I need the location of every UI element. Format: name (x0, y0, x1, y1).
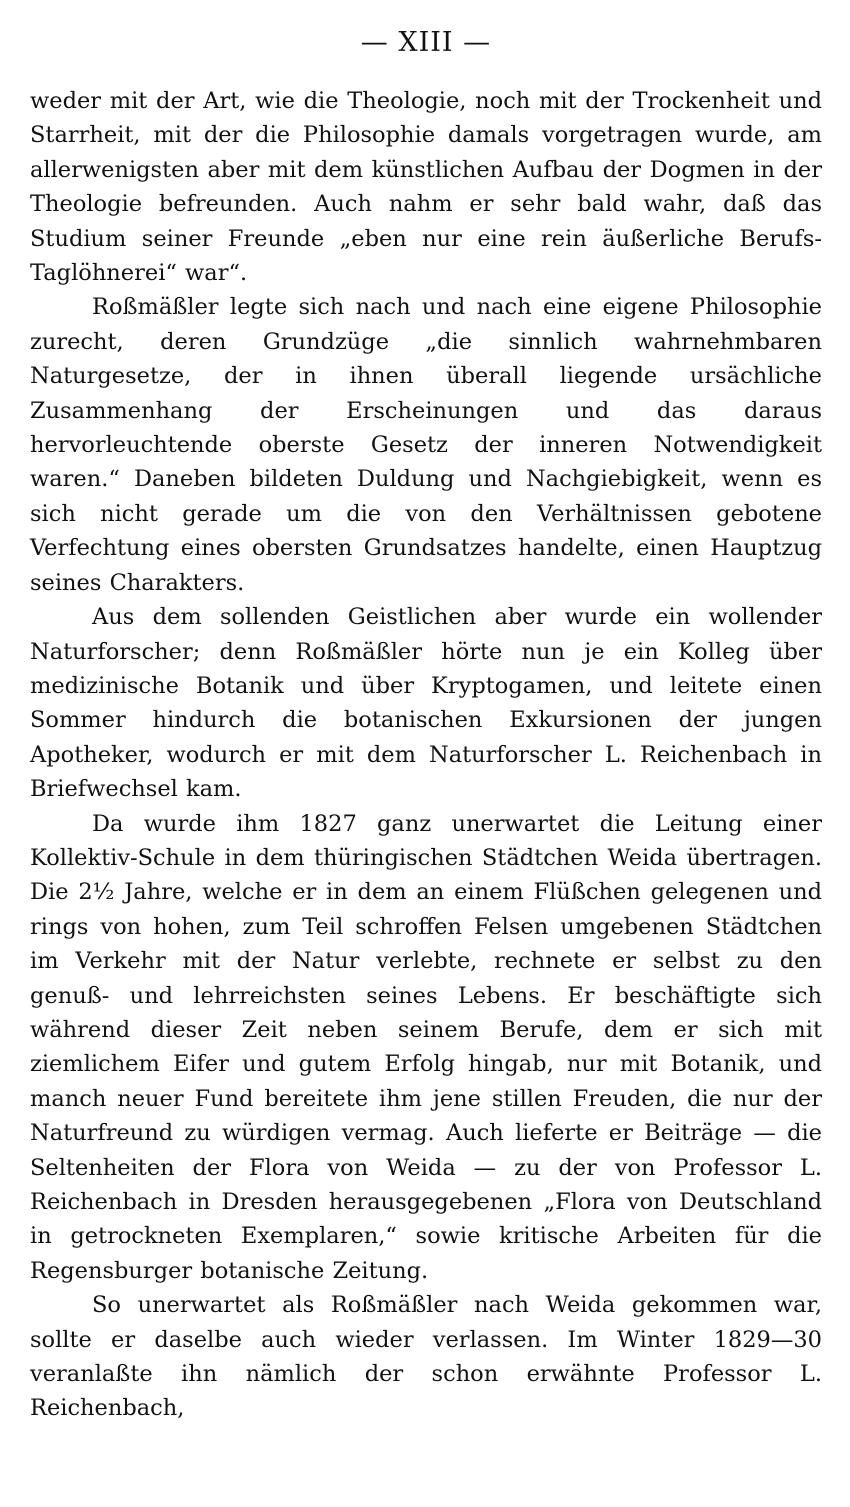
body-text (30, 84, 822, 1426)
paragraph-5: So unerwartet als Roßmäßler nach Weida gekommen war, sollte er daselbe auch wieder verlassen. Im Winter 1829—30 veranlaßte ihn nämlich der schon erwähnte Professor L. Reichenbach, (30, 1292, 822, 1422)
book-page (30, 18, 822, 1426)
page-number-header: — XIII — (360, 27, 492, 58)
paragraph-4: Da wurde ihm 1827 ganz unerwartet die Leitung einer Kollektiv-Schule in dem thüringischen Städtchen Weida übertragen. Die 2½ Jahre, welche er in dem an einem Flüßchen gelegenen und rings von hohen, zum Teil schroffen Felsen umgebenen Städtchen im Verkehr mit der Natur verlebte, rechnete er selbst zu den genuß- und lehrreichsten seines Lebens. Er beschäftigte sich während dieser Zeit neben seinem Berufe, dem er sich mit ziemlichem Eifer und gutem Erfolg hingab, nur mit Botanik, und manch neuer Fund bereitete ihm jene stillen Freuden, die nur der Naturfreund zu würdigen vermag. Auch lieferte er Beiträge — die Seltenheiten der Flora von Weida — zu der von Professor L. Reichenbach in Dresden herausgegebenen „Flora von Deutschland in getrockneten Exemplaren,“ sowie kritische Arbeiten für die Regensburger botanische Zeitung. (30, 810, 822, 1284)
paragraph-3: Aus dem sollenden Geistlichen aber wurde ein wollender Naturforscher; denn Roßmäßler hörte nun je ein Kolleg über medizinische Botanik und über Kryptogamen, und leitete einen Sommer hindurch die botanischen Exkursionen der jungen Apotheker, wodurch er mit dem Naturforscher L. Reichenbach in Briefwechsel kam. (30, 604, 822, 803)
paragraph-1: weder mit der Art, wie die Theologie, noch mit der Trockenheit und Starrheit, mit der die Philosophie damals vorgetragen wurde, am allerwenigsten aber mit dem künstlichen Aufbau der Dogmen in der Theologie befreunden. Auch nahm er sehr bald wahr, daß das Studium seiner Freunde „eben nur eine rein äußerliche Berufs-Taglöhnerei“ war“. (30, 88, 822, 287)
paragraph-2: Roßmäßler legte sich nach und nach eine eigene Philosophie zurecht, deren Grundzüge „die sinnlich wahrnehmbaren Naturgesetze, der in ihnen überall liegende ursächliche Zusammenhang der Erscheinungen und das daraus hervorleuchtende oberste Gesetz der inneren Notwendigkeit waren.“ Daneben bildeten Duldung und Nachgiebigkeit, wenn es sich nicht gerade um die von den Verhältnissen gebotene Verfechtung eines obersten Grundsatzes handelte, einen Hauptzug seines Charakters. (30, 294, 822, 596)
